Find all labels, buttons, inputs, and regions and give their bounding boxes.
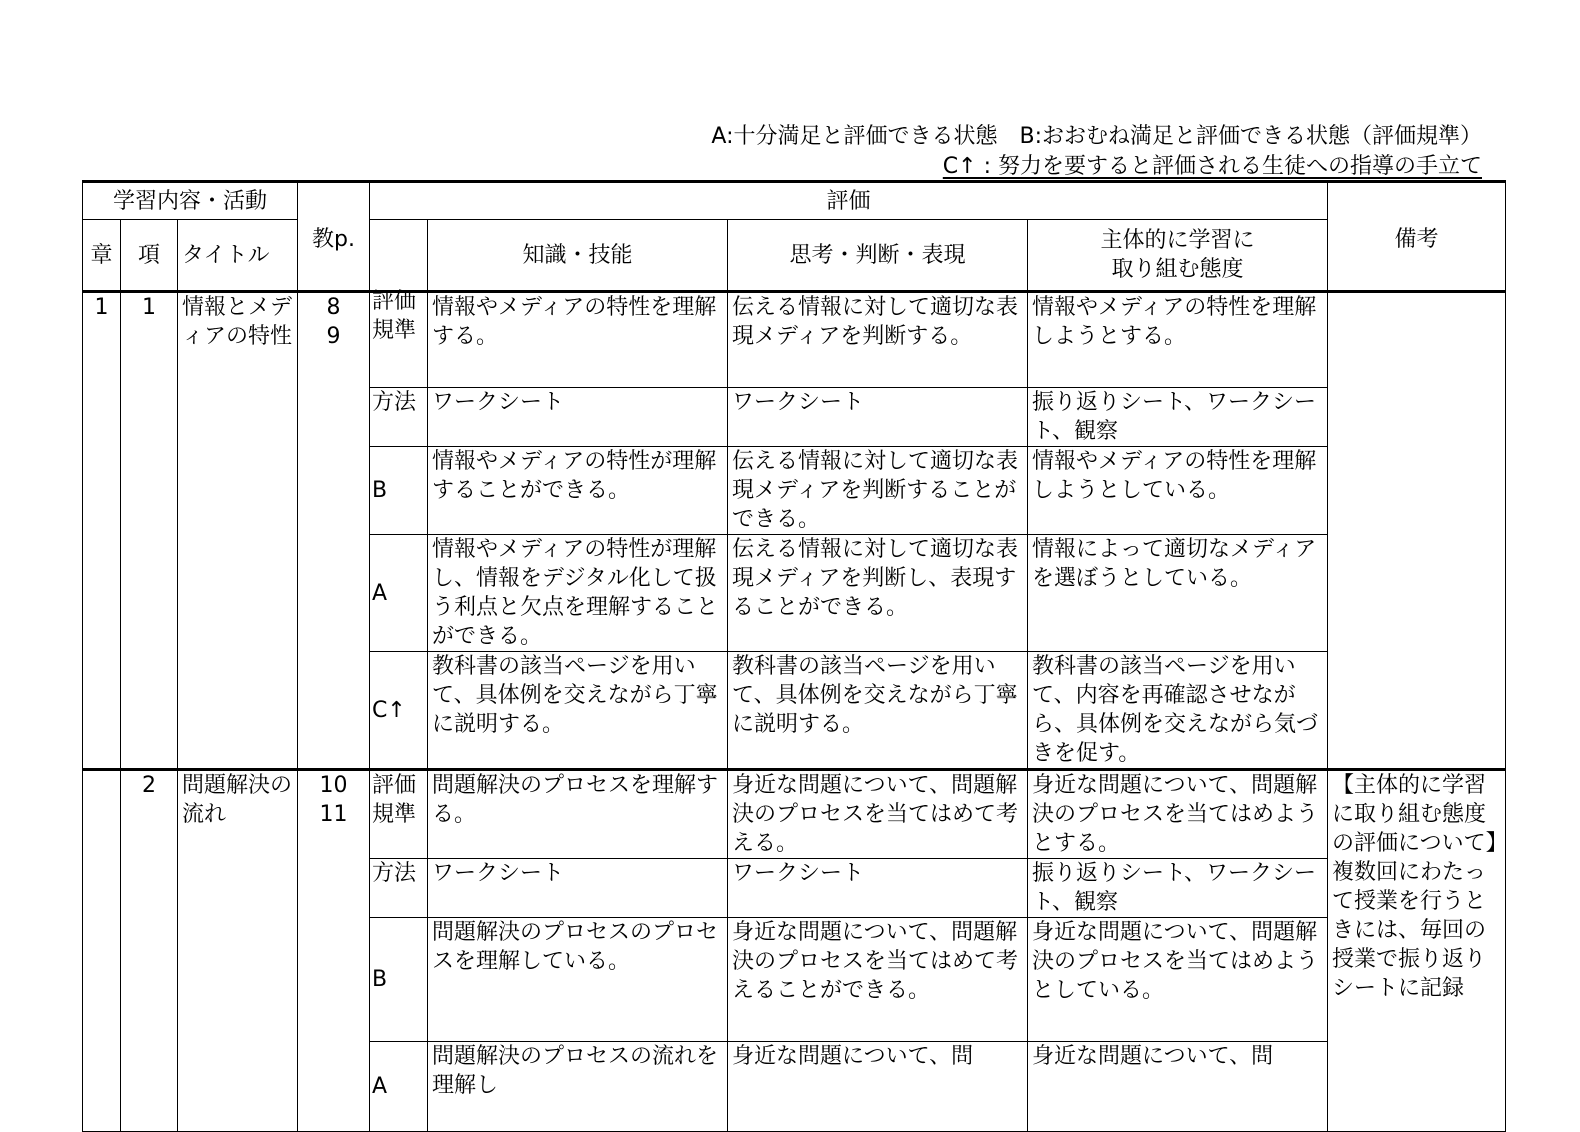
knowledge-cell: ワークシート (428, 388, 728, 447)
legend-line-1: A:十分満足と評価できる状態 B:おおむね満足と評価できる状態（評価規準） (711, 124, 1482, 149)
item-cell: 2 (121, 770, 178, 1132)
knowledge-cell: 教科書の該当ページを用いて、具体例を交えながら丁寧に説明する。 (428, 652, 728, 770)
attitude-header (1028, 220, 1328, 292)
table-body (83, 289, 1506, 1132)
knowledge-cell: 情報やメディアの特性を理解する。 (428, 292, 728, 388)
thinking-cell: 伝える情報に対して適切な表現メディアを判断し、表現することができる。 (728, 535, 1028, 652)
evaluation-header: 評価 (370, 182, 1328, 220)
thinking-cell: 身近な問題について、問 (728, 1042, 1028, 1132)
chapter-cell: 1 (83, 292, 121, 770)
activity-header: 学習内容・活動 (83, 182, 298, 220)
knowledge-header: 知識・技能 (428, 220, 728, 292)
chapter-cell (83, 770, 121, 1132)
attitude-cell: 情報やメディアの特性を理解しようとしている。 (1028, 447, 1328, 535)
evaluation-table (82, 180, 1506, 1132)
attitude-cell: 情報によって適切なメディアを選ぼうとしている。 (1028, 535, 1328, 652)
remarks-cell (1328, 292, 1506, 770)
evaluation-legend (711, 122, 1482, 182)
legend-line-2: C↑ : 努力を要すると評価される生徒への指導の手立て (942, 154, 1482, 179)
pages-cell: 10 11 (298, 770, 370, 1132)
knowledge-cell: 情報やメディアの特性が理解し、情報をデジタル化して扱う利点と欠点を理解することができる。 (428, 535, 728, 652)
knowledge-cell: ワークシート (428, 859, 728, 918)
thinking-cell: 伝える情報に対して適切な表現メディアを判断することができる。 (728, 447, 1028, 535)
table-row (83, 292, 1506, 388)
attitude-cell: 身近な問題について、問題解決のプロセスを当てはめようとしている。 (1028, 918, 1328, 1042)
remarks-header: 備考 (1328, 182, 1506, 292)
pages-header: 教p. (298, 182, 370, 292)
thinking-cell: 伝える情報に対して適切な表現メディアを判断する。 (728, 292, 1028, 388)
knowledge-cell: 問題解決のプロセスの流れを理解し (428, 1042, 728, 1132)
item-header: 項 (121, 220, 178, 292)
thinking-cell: 教科書の該当ページを用いて、具体例を交えながら丁寧に説明する。 (728, 652, 1028, 770)
attitude-cell: 振り返りシート、ワークシート、観察 (1028, 859, 1328, 918)
attitude-cell: 身近な問題について、問題解決のプロセスを当てはめようとする。 (1028, 770, 1328, 859)
row-label: A (370, 1042, 428, 1132)
title-cell: 問題解決の流れ (178, 770, 298, 1132)
row-label: 評価規準 (370, 292, 428, 388)
thinking-cell: ワークシート (728, 859, 1028, 918)
table-header (83, 182, 1506, 292)
row-label: B (370, 447, 428, 535)
attitude-header-line-2: 取り組む態度 (1111, 257, 1244, 282)
chapter-header: 章 (83, 220, 121, 292)
thinking-cell: 身近な問題について、問題解決のプロセスを当てはめて考えることができる。 (728, 918, 1028, 1042)
row-label: B (370, 918, 428, 1042)
thinking-cell: ワークシート (728, 388, 1028, 447)
knowledge-cell: 問題解決のプロセスのプロセスを理解している。 (428, 918, 728, 1042)
row-label-header (370, 220, 428, 292)
knowledge-cell: 問題解決のプロセスを理解する。 (428, 770, 728, 859)
item-cell: 1 (121, 292, 178, 770)
remarks-cell: 【主体的に学習に取り組む態度の評価について】複数回にわたって授業を行うときには、毎回の授業で振り返りシートに記録 (1328, 770, 1506, 1132)
thinking-cell: 身近な問題について、問題解決のプロセスを当てはめて考える。 (728, 770, 1028, 859)
row-label: 評価規準 (370, 770, 428, 859)
attitude-cell: 身近な問題について、問 (1028, 1042, 1328, 1132)
row-label: 方法 (370, 859, 428, 918)
attitude-cell: 情報やメディアの特性を理解しようとする。 (1028, 292, 1328, 388)
table-row (83, 770, 1506, 859)
attitude-header-line-1: 主体的に学習に (1100, 228, 1255, 253)
thinking-header: 思考・判断・表現 (728, 220, 1028, 292)
evaluation-table-wrapper (82, 180, 1507, 1099)
pages-cell: 8 9 (298, 292, 370, 770)
attitude-cell: 教科書の該当ページを用いて、内容を再確認させながら、具体例を交えながら気づきを促す。 (1028, 652, 1328, 770)
row-label: A (370, 535, 428, 652)
knowledge-cell: 情報やメディアの特性が理解することができる。 (428, 447, 728, 535)
title-cell: 情報とメディアの特性 (178, 292, 298, 770)
title-header: タイトル (178, 220, 298, 292)
row-label: C↑ (370, 652, 428, 770)
row-label: 方法 (370, 388, 428, 447)
attitude-cell: 振り返りシート、ワークシート、観察 (1028, 388, 1328, 447)
